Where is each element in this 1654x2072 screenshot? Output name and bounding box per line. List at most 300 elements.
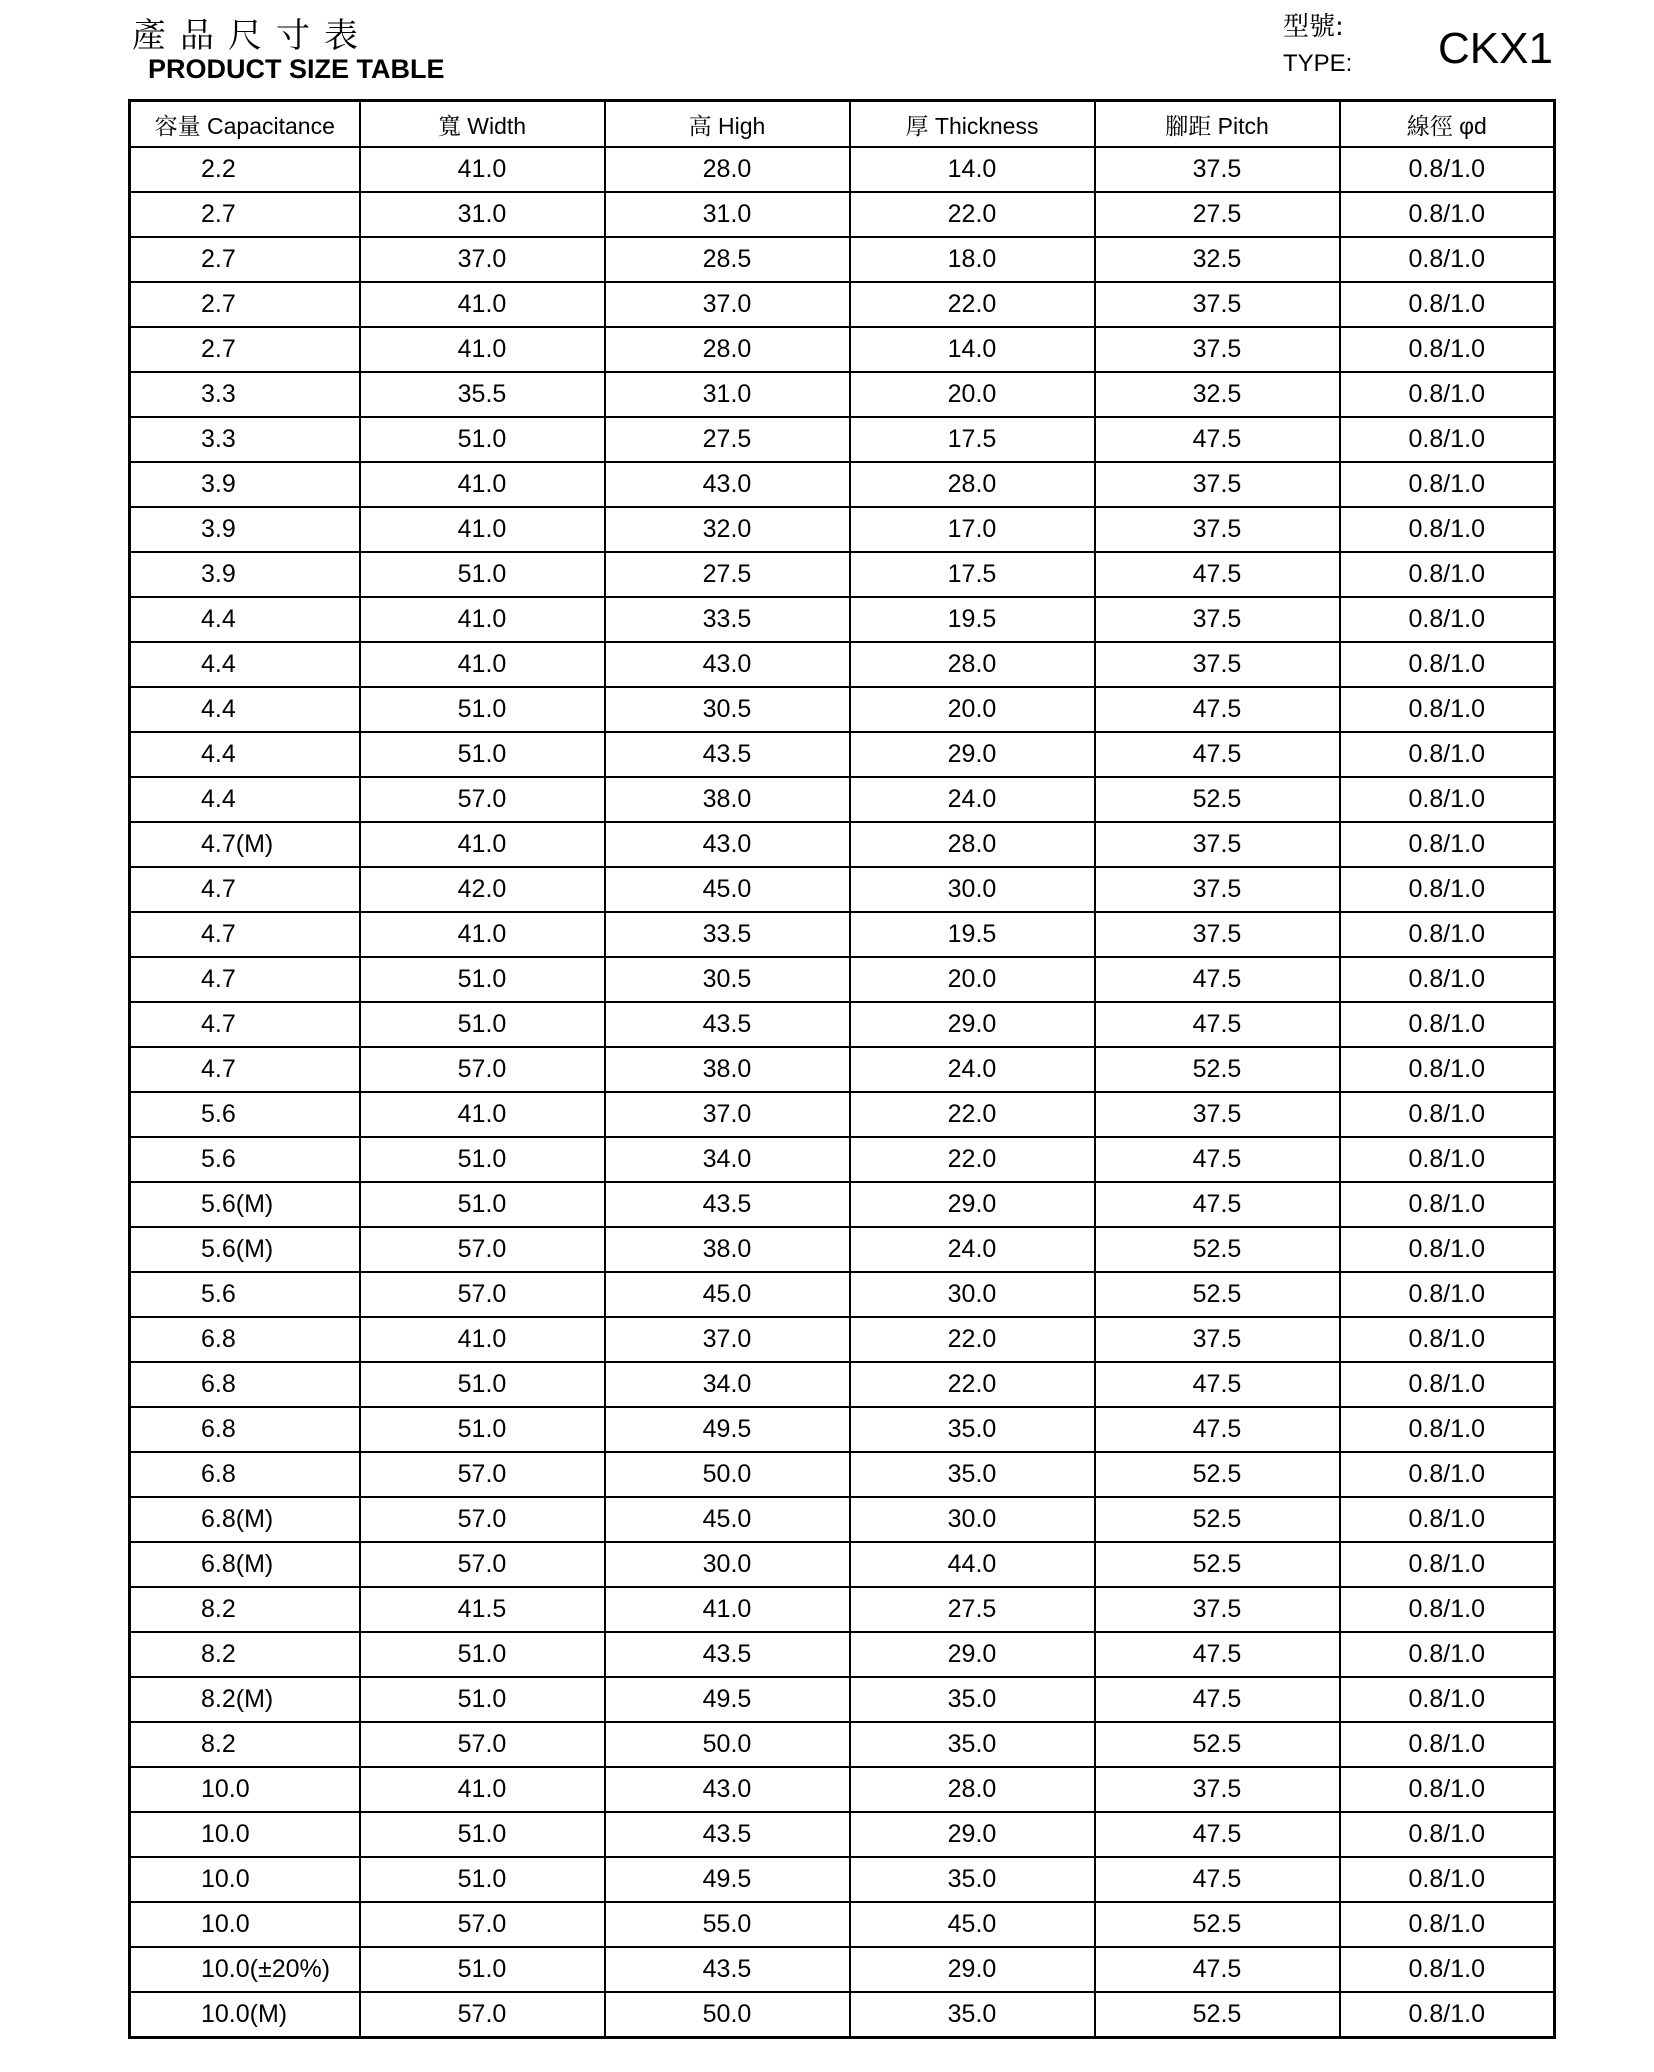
cell-width: 42.0 [360, 867, 605, 912]
title-english: PRODUCT SIZE TABLE [148, 54, 445, 84]
cell-diameter: 0.8/1.0 [1340, 237, 1555, 282]
cell-diameter: 0.8/1.0 [1340, 732, 1555, 777]
cell-pitch: 32.5 [1095, 237, 1340, 282]
cell-diameter: 0.8/1.0 [1340, 1632, 1555, 1677]
cell-high: 50.0 [605, 1452, 850, 1497]
cell-diameter: 0.8/1.0 [1340, 642, 1555, 687]
cell-thickness: 28.0 [850, 642, 1095, 687]
cell-pitch: 47.5 [1095, 1947, 1340, 1992]
cell-pitch: 47.5 [1095, 1407, 1340, 1452]
cell-thickness: 28.0 [850, 822, 1095, 867]
cell-thickness: 30.0 [850, 1497, 1095, 1542]
cell-thickness: 29.0 [850, 1632, 1095, 1677]
cell-high: 50.0 [605, 1992, 850, 2038]
cell-high: 43.0 [605, 1767, 850, 1812]
cell-diameter: 0.8/1.0 [1340, 1452, 1555, 1497]
cell-high: 43.5 [605, 1002, 850, 1047]
cell-high: 43.5 [605, 1947, 850, 1992]
cell-high: 30.5 [605, 687, 850, 732]
cell-thickness: 24.0 [850, 1047, 1095, 1092]
cell-pitch: 37.5 [1095, 327, 1340, 372]
cell-pitch: 27.5 [1095, 192, 1340, 237]
cell-capacitance: 2.7 [130, 282, 360, 327]
cell-pitch: 32.5 [1095, 372, 1340, 417]
cell-width: 51.0 [360, 1137, 605, 1182]
table-row [130, 1362, 1555, 1407]
cell-thickness: 20.0 [850, 372, 1095, 417]
cell-capacitance: 4.7 [130, 912, 360, 957]
cell-thickness: 17.5 [850, 417, 1095, 462]
cell-diameter: 0.8/1.0 [1340, 1362, 1555, 1407]
cell-high: 43.5 [605, 1812, 850, 1857]
table-row [130, 642, 1555, 687]
cell-high: 43.0 [605, 822, 850, 867]
cell-width: 57.0 [360, 1542, 605, 1587]
table-row [130, 1227, 1555, 1272]
cell-width: 51.0 [360, 1812, 605, 1857]
table-row [130, 1767, 1555, 1812]
cell-pitch: 47.5 [1095, 687, 1340, 732]
cell-thickness: 28.0 [850, 462, 1095, 507]
cell-high: 45.0 [605, 1272, 850, 1317]
cell-capacitance: 2.7 [130, 237, 360, 282]
cell-diameter: 0.8/1.0 [1340, 372, 1555, 417]
cell-width: 57.0 [360, 1722, 605, 1767]
cell-diameter: 0.8/1.0 [1340, 327, 1555, 372]
cell-pitch: 47.5 [1095, 552, 1340, 597]
cell-thickness: 35.0 [850, 1407, 1095, 1452]
cell-capacitance: 4.4 [130, 777, 360, 822]
cell-diameter: 0.8/1.0 [1340, 687, 1555, 732]
column-header-width: 寬 Width [360, 101, 605, 148]
cell-width: 41.0 [360, 597, 605, 642]
table-row [130, 867, 1555, 912]
cell-high: 38.0 [605, 777, 850, 822]
cell-capacitance: 2.7 [130, 192, 360, 237]
cell-width: 51.0 [360, 552, 605, 597]
cell-thickness: 29.0 [850, 1182, 1095, 1227]
cell-width: 41.0 [360, 1092, 605, 1137]
table-row [130, 552, 1555, 597]
cell-capacitance: 10.0(±20%) [130, 1947, 360, 1992]
table-row [130, 1902, 1555, 1947]
cell-width: 51.0 [360, 1407, 605, 1452]
cell-width: 57.0 [360, 1047, 605, 1092]
cell-diameter: 0.8/1.0 [1340, 282, 1555, 327]
cell-capacitance: 8.2(M) [130, 1677, 360, 1722]
cell-diameter: 0.8/1.0 [1340, 1902, 1555, 1947]
cell-high: 49.5 [605, 1857, 850, 1902]
type-label-english: TYPE: [1283, 50, 1353, 77]
cell-thickness: 29.0 [850, 1947, 1095, 1992]
cell-pitch: 37.5 [1095, 1587, 1340, 1632]
cell-high: 37.0 [605, 1092, 850, 1137]
cell-width: 41.5 [360, 1587, 605, 1632]
cell-capacitance: 4.4 [130, 687, 360, 732]
table-row [130, 1947, 1555, 1992]
cell-capacitance: 4.7 [130, 867, 360, 912]
table-row [130, 147, 1555, 192]
table-row [130, 957, 1555, 1002]
table-header-row [130, 101, 1555, 148]
product-size-table [128, 99, 1556, 2039]
cell-high: 41.0 [605, 1587, 850, 1632]
cell-capacitance: 10.0 [130, 1857, 360, 1902]
cell-width: 41.0 [360, 462, 605, 507]
cell-high: 28.0 [605, 147, 850, 192]
cell-width: 51.0 [360, 1677, 605, 1722]
cell-thickness: 14.0 [850, 147, 1095, 192]
table-row [130, 192, 1555, 237]
table-row [130, 1632, 1555, 1677]
cell-high: 43.5 [605, 732, 850, 777]
cell-width: 35.5 [360, 372, 605, 417]
cell-width: 41.0 [360, 912, 605, 957]
cell-diameter: 0.8/1.0 [1340, 597, 1555, 642]
column-header-thickness: 厚 Thickness [850, 101, 1095, 148]
cell-width: 41.0 [360, 1767, 605, 1812]
cell-capacitance: 2.7 [130, 327, 360, 372]
cell-pitch: 37.5 [1095, 147, 1340, 192]
cell-diameter: 0.8/1.0 [1340, 462, 1555, 507]
table-row [130, 1992, 1555, 2038]
cell-diameter: 0.8/1.0 [1340, 867, 1555, 912]
cell-thickness: 22.0 [850, 1317, 1095, 1362]
cell-width: 41.0 [360, 1317, 605, 1362]
cell-high: 49.5 [605, 1407, 850, 1452]
cell-capacitance: 3.9 [130, 552, 360, 597]
cell-diameter: 0.8/1.0 [1340, 777, 1555, 822]
table-row [130, 1677, 1555, 1722]
cell-thickness: 24.0 [850, 777, 1095, 822]
cell-thickness: 19.5 [850, 912, 1095, 957]
cell-thickness: 45.0 [850, 1902, 1095, 1947]
column-header-capacitance: 容量 Capacitance [130, 101, 360, 148]
table-row [130, 282, 1555, 327]
table-row [130, 687, 1555, 732]
cell-capacitance: 3.3 [130, 372, 360, 417]
cell-diameter: 0.8/1.0 [1340, 1812, 1555, 1857]
cell-high: 43.0 [605, 642, 850, 687]
cell-width: 51.0 [360, 957, 605, 1002]
cell-capacitance: 8.2 [130, 1632, 360, 1677]
cell-pitch: 52.5 [1095, 1227, 1340, 1272]
table-row [130, 1317, 1555, 1362]
cell-high: 50.0 [605, 1722, 850, 1767]
cell-diameter: 0.8/1.0 [1340, 1542, 1555, 1587]
cell-pitch: 47.5 [1095, 1857, 1340, 1902]
cell-capacitance: 4.7 [130, 1047, 360, 1092]
table-row [130, 1452, 1555, 1497]
cell-pitch: 47.5 [1095, 1812, 1340, 1857]
cell-capacitance: 3.9 [130, 507, 360, 552]
cell-pitch: 52.5 [1095, 1902, 1340, 1947]
cell-pitch: 37.5 [1095, 462, 1340, 507]
cell-capacitance: 6.8 [130, 1317, 360, 1362]
cell-thickness: 35.0 [850, 1452, 1095, 1497]
cell-capacitance: 4.7 [130, 957, 360, 1002]
type-label-chinese: 型號: [1283, 12, 1344, 42]
cell-capacitance: 10.0 [130, 1812, 360, 1857]
cell-width: 51.0 [360, 1632, 605, 1677]
cell-high: 38.0 [605, 1227, 850, 1272]
cell-pitch: 52.5 [1095, 1047, 1340, 1092]
cell-width: 57.0 [360, 1227, 605, 1272]
cell-pitch: 52.5 [1095, 1542, 1340, 1587]
column-header-diameter: 線徑 φd [1340, 101, 1555, 148]
cell-pitch: 37.5 [1095, 1317, 1340, 1362]
cell-capacitance: 5.6 [130, 1272, 360, 1317]
cell-thickness: 19.5 [850, 597, 1095, 642]
cell-capacitance: 6.8(M) [130, 1497, 360, 1542]
column-header-high: 高 High [605, 101, 850, 148]
cell-high: 30.5 [605, 957, 850, 1002]
cell-thickness: 30.0 [850, 1272, 1095, 1317]
cell-pitch: 37.5 [1095, 822, 1340, 867]
cell-high: 28.0 [605, 327, 850, 372]
cell-high: 33.5 [605, 597, 850, 642]
cell-pitch: 37.5 [1095, 597, 1340, 642]
cell-thickness: 27.5 [850, 1587, 1095, 1632]
cell-width: 51.0 [360, 1002, 605, 1047]
cell-pitch: 37.5 [1095, 642, 1340, 687]
cell-thickness: 22.0 [850, 1137, 1095, 1182]
cell-diameter: 0.8/1.0 [1340, 147, 1555, 192]
cell-high: 37.0 [605, 282, 850, 327]
cell-high: 43.5 [605, 1632, 850, 1677]
cell-width: 41.0 [360, 327, 605, 372]
cell-thickness: 35.0 [850, 1857, 1095, 1902]
cell-capacitance: 4.4 [130, 732, 360, 777]
table-row [130, 462, 1555, 507]
cell-width: 41.0 [360, 642, 605, 687]
cell-width: 51.0 [360, 732, 605, 777]
cell-pitch: 52.5 [1095, 1452, 1340, 1497]
cell-capacitance: 8.2 [130, 1722, 360, 1767]
cell-pitch: 52.5 [1095, 1722, 1340, 1767]
cell-capacitance: 4.7(M) [130, 822, 360, 867]
cell-diameter: 0.8/1.0 [1340, 1677, 1555, 1722]
cell-diameter: 0.8/1.0 [1340, 1137, 1555, 1182]
cell-width: 51.0 [360, 1182, 605, 1227]
cell-capacitance: 4.4 [130, 597, 360, 642]
cell-thickness: 28.0 [850, 1767, 1095, 1812]
table-row [130, 1182, 1555, 1227]
cell-diameter: 0.8/1.0 [1340, 552, 1555, 597]
cell-pitch: 47.5 [1095, 1002, 1340, 1047]
cell-diameter: 0.8/1.0 [1340, 957, 1555, 1002]
cell-high: 34.0 [605, 1137, 850, 1182]
cell-pitch: 52.5 [1095, 777, 1340, 822]
cell-capacitance: 4.7 [130, 1002, 360, 1047]
cell-diameter: 0.8/1.0 [1340, 1992, 1555, 2038]
cell-pitch: 52.5 [1095, 1272, 1340, 1317]
cell-pitch: 52.5 [1095, 1497, 1340, 1542]
cell-thickness: 17.0 [850, 507, 1095, 552]
cell-diameter: 0.8/1.0 [1340, 1407, 1555, 1452]
cell-capacitance: 10.0 [130, 1767, 360, 1812]
table-row [130, 417, 1555, 462]
cell-pitch: 47.5 [1095, 1182, 1340, 1227]
cell-pitch: 47.5 [1095, 732, 1340, 777]
cell-diameter: 0.8/1.0 [1340, 1857, 1555, 1902]
cell-capacitance: 4.4 [130, 642, 360, 687]
cell-diameter: 0.8/1.0 [1340, 1767, 1555, 1812]
cell-pitch: 47.5 [1095, 1137, 1340, 1182]
cell-capacitance: 3.3 [130, 417, 360, 462]
cell-width: 57.0 [360, 1272, 605, 1317]
cell-thickness: 22.0 [850, 192, 1095, 237]
table-row [130, 822, 1555, 867]
cell-high: 34.0 [605, 1362, 850, 1407]
cell-diameter: 0.8/1.0 [1340, 1587, 1555, 1632]
cell-diameter: 0.8/1.0 [1340, 417, 1555, 462]
cell-pitch: 37.5 [1095, 912, 1340, 957]
cell-width: 57.0 [360, 1497, 605, 1542]
cell-high: 31.0 [605, 192, 850, 237]
cell-thickness: 35.0 [850, 1992, 1095, 2038]
cell-thickness: 44.0 [850, 1542, 1095, 1587]
table-row [130, 1272, 1555, 1317]
type-value: CKX1 [1438, 24, 1553, 73]
cell-high: 55.0 [605, 1902, 850, 1947]
cell-thickness: 22.0 [850, 1092, 1095, 1137]
cell-width: 57.0 [360, 777, 605, 822]
cell-high: 32.0 [605, 507, 850, 552]
title-chinese: 產品尺寸表 [132, 16, 372, 56]
table-row [130, 1092, 1555, 1137]
cell-high: 37.0 [605, 1317, 850, 1362]
cell-width: 57.0 [360, 1902, 605, 1947]
cell-diameter: 0.8/1.0 [1340, 1182, 1555, 1227]
cell-width: 51.0 [360, 1947, 605, 1992]
cell-high: 43.0 [605, 462, 850, 507]
cell-diameter: 0.8/1.0 [1340, 1722, 1555, 1767]
cell-pitch: 47.5 [1095, 1632, 1340, 1677]
cell-high: 38.0 [605, 1047, 850, 1092]
cell-thickness: 22.0 [850, 282, 1095, 327]
cell-high: 45.0 [605, 1497, 850, 1542]
cell-width: 51.0 [360, 417, 605, 462]
cell-width: 51.0 [360, 1362, 605, 1407]
cell-diameter: 0.8/1.0 [1340, 822, 1555, 867]
cell-high: 28.5 [605, 237, 850, 282]
table-row [130, 507, 1555, 552]
cell-high: 27.5 [605, 552, 850, 597]
cell-thickness: 14.0 [850, 327, 1095, 372]
cell-pitch: 37.5 [1095, 867, 1340, 912]
table-row [130, 372, 1555, 417]
cell-width: 51.0 [360, 687, 605, 732]
cell-capacitance: 10.0 [130, 1902, 360, 1947]
cell-thickness: 29.0 [850, 732, 1095, 777]
table-row [130, 1407, 1555, 1452]
cell-pitch: 47.5 [1095, 1677, 1340, 1722]
cell-high: 33.5 [605, 912, 850, 957]
cell-pitch: 47.5 [1095, 957, 1340, 1002]
table-row [130, 777, 1555, 822]
cell-capacitance: 5.6 [130, 1137, 360, 1182]
cell-diameter: 0.8/1.0 [1340, 1047, 1555, 1092]
cell-thickness: 20.0 [850, 687, 1095, 732]
cell-pitch: 47.5 [1095, 1362, 1340, 1407]
cell-pitch: 47.5 [1095, 417, 1340, 462]
table-row [130, 1002, 1555, 1047]
cell-capacitance: 6.8 [130, 1407, 360, 1452]
cell-pitch: 37.5 [1095, 507, 1340, 552]
cell-high: 43.5 [605, 1182, 850, 1227]
cell-width: 37.0 [360, 237, 605, 282]
cell-diameter: 0.8/1.0 [1340, 912, 1555, 957]
cell-width: 31.0 [360, 192, 605, 237]
cell-diameter: 0.8/1.0 [1340, 1092, 1555, 1137]
table-row [130, 1812, 1555, 1857]
cell-thickness: 22.0 [850, 1362, 1095, 1407]
cell-diameter: 0.8/1.0 [1340, 1227, 1555, 1272]
cell-thickness: 29.0 [850, 1002, 1095, 1047]
cell-high: 27.5 [605, 417, 850, 462]
cell-capacitance: 6.8(M) [130, 1542, 360, 1587]
cell-diameter: 0.8/1.0 [1340, 1272, 1555, 1317]
cell-width: 41.0 [360, 822, 605, 867]
cell-diameter: 0.8/1.0 [1340, 1947, 1555, 1992]
cell-high: 49.5 [605, 1677, 850, 1722]
cell-thickness: 24.0 [850, 1227, 1095, 1272]
column-header-pitch: 腳距 Pitch [1095, 101, 1340, 148]
cell-diameter: 0.8/1.0 [1340, 192, 1555, 237]
cell-width: 57.0 [360, 1992, 605, 2038]
cell-thickness: 29.0 [850, 1812, 1095, 1857]
cell-capacitance: 6.8 [130, 1362, 360, 1407]
table-row [130, 1722, 1555, 1767]
cell-high: 30.0 [605, 1542, 850, 1587]
table-row [130, 732, 1555, 777]
cell-capacitance: 8.2 [130, 1587, 360, 1632]
table-row [130, 1497, 1555, 1542]
cell-diameter: 0.8/1.0 [1340, 1002, 1555, 1047]
table-row [130, 1047, 1555, 1092]
cell-capacitance: 5.6(M) [130, 1182, 360, 1227]
cell-capacitance: 5.6 [130, 1092, 360, 1137]
cell-width: 41.0 [360, 507, 605, 552]
cell-width: 51.0 [360, 1857, 605, 1902]
cell-width: 41.0 [360, 282, 605, 327]
cell-width: 57.0 [360, 1452, 605, 1497]
cell-pitch: 52.5 [1095, 1992, 1340, 2038]
cell-width: 41.0 [360, 147, 605, 192]
cell-thickness: 20.0 [850, 957, 1095, 1002]
cell-capacitance: 10.0(M) [130, 1992, 360, 2038]
table-row [130, 237, 1555, 282]
cell-diameter: 0.8/1.0 [1340, 1317, 1555, 1362]
table-row [130, 912, 1555, 957]
cell-high: 31.0 [605, 372, 850, 417]
cell-diameter: 0.8/1.0 [1340, 1497, 1555, 1542]
cell-pitch: 37.5 [1095, 1767, 1340, 1812]
cell-pitch: 37.5 [1095, 282, 1340, 327]
cell-diameter: 0.8/1.0 [1340, 507, 1555, 552]
cell-capacitance: 3.9 [130, 462, 360, 507]
table-row [130, 1857, 1555, 1902]
cell-thickness: 35.0 [850, 1677, 1095, 1722]
cell-thickness: 18.0 [850, 237, 1095, 282]
cell-capacitance: 6.8 [130, 1452, 360, 1497]
cell-capacitance: 5.6(M) [130, 1227, 360, 1272]
table-row [130, 1587, 1555, 1632]
table-row [130, 1542, 1555, 1587]
cell-thickness: 17.5 [850, 552, 1095, 597]
cell-pitch: 37.5 [1095, 1092, 1340, 1137]
